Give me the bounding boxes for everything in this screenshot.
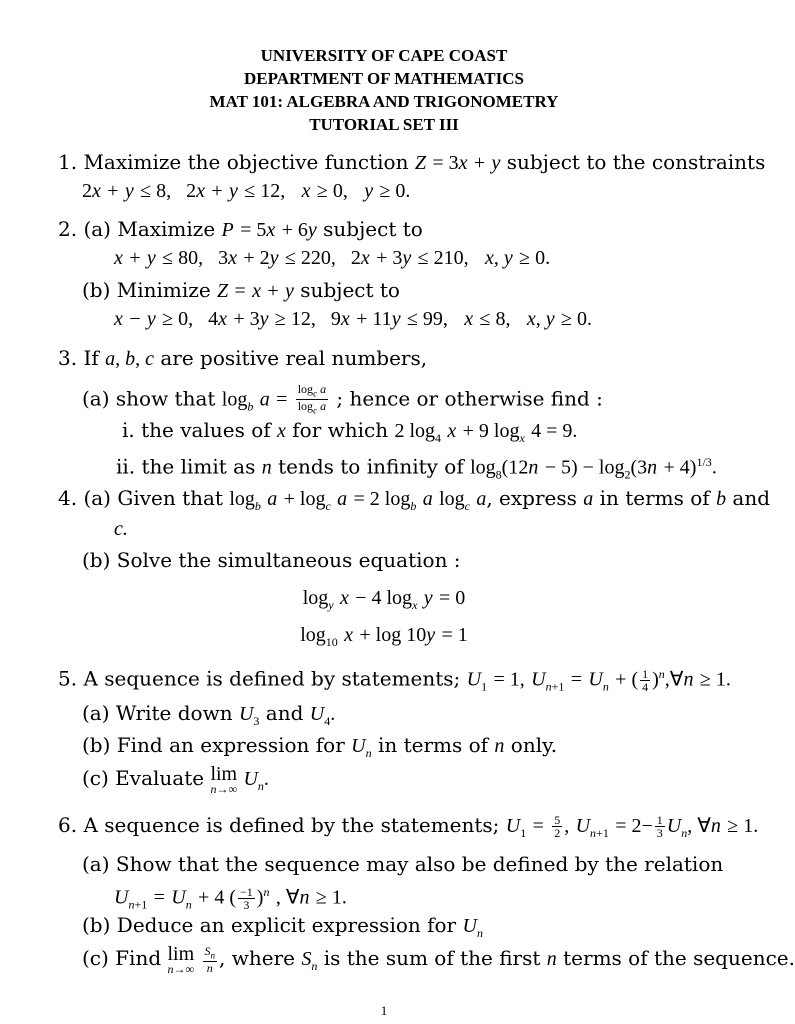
course-title: MAT 101: ALGEBRA AND TRIGONOMETRY xyxy=(209,92,559,111)
question-text: If xyxy=(83,346,99,370)
limit-operator: lim n→∞ xyxy=(167,943,195,976)
question-1: 1. Maximize the objective function Z = 3x + y subject to the constraints xyxy=(58,150,766,174)
subpart-text: for which xyxy=(292,418,389,442)
limit-operator: lim n→∞ xyxy=(210,763,238,796)
part-label: (c) xyxy=(82,946,109,970)
question-6: 6. A sequence is defined by the statements; $U_1$ = $\frac{5}{2}$ , $U_{n+1} = 2-$ $\frac{1}{3}$ $U_n$, ∀n ≥ 1. xyxy=(58,813,759,840)
part-label: (a) xyxy=(82,852,110,876)
part-label: (b) xyxy=(82,913,111,937)
part-text: Write down xyxy=(115,701,233,725)
part-label: (a) xyxy=(83,217,111,241)
question-4b xyxy=(82,546,461,574)
question-5c: (c) Evaluate lim n→∞ $U_n$. xyxy=(82,763,269,796)
question-3a: (a) show that $\log_b a$ = $\frac{\log_c a}{\log_c a}$ ; hence or otherwise find : xyxy=(82,382,603,416)
question-number: 6. xyxy=(58,813,78,837)
question-4a-cont: c. xyxy=(114,518,128,540)
subpart-label: i. xyxy=(122,418,135,442)
equation-2: $\log_{10} x + \log 10y = 1$ xyxy=(300,624,468,649)
part-text: Deduce an explicit expression for xyxy=(116,913,457,937)
part-text: and xyxy=(732,486,771,510)
part-text: Find xyxy=(115,946,162,970)
part-label: (a) xyxy=(83,486,111,510)
constraints: 2x + y ≤ 8, 2x + y ≤ 12, x ≥ 0, y ≥ 0. xyxy=(82,180,411,202)
question-text: are positive real numbers, xyxy=(160,346,428,370)
equation-1: $\log_y x - 4$ $\log_x y = 0$ xyxy=(302,587,466,612)
document-header xyxy=(0,44,768,136)
question-2a: 2. (a) Maximize P = 5x + 6y subject to xyxy=(58,217,423,241)
part-text: subject to xyxy=(300,278,400,302)
question-5a: (a) Write down $U_3$ and $U_4$. xyxy=(82,701,336,728)
part-text: Maximize xyxy=(117,217,216,241)
part-text: Minimize xyxy=(116,278,211,302)
part-label: (b) xyxy=(82,548,111,572)
question-text: A sequence is defined by statements; xyxy=(83,666,461,691)
question-4a: 4. (a) Given that $\log_b a + \log_c a = 2$ $\log_b a$ $\log_c a$, express a in terms of b and xyxy=(58,486,771,513)
subpart-text: the limit as xyxy=(141,454,256,479)
question-number: 5. xyxy=(58,666,78,691)
part-text: , express xyxy=(486,486,577,510)
question-6c: (c) Find lim n→∞ $\frac{S_n}{n}$ , where $S_n$ is the sum of the first n terms of the sequence. xyxy=(82,943,795,976)
question-number: 1. xyxy=(58,150,78,174)
question-3a-ii: ii. the limit as n tends to infinity of $\log_8(12n - 5) - \log_2(3n + 4)^{1/3}$. xyxy=(116,454,717,482)
part-text: Evaluate xyxy=(115,766,205,790)
subpart-text: tends to infinity of xyxy=(278,454,464,479)
department-name: DEPARTMENT OF MATHEMATICS xyxy=(244,69,524,88)
question-6b: (b) Deduce an explicit expression for $U_n$ xyxy=(82,913,483,940)
constraints: x − y ≥ 0, 4x + 3y ≥ 12, 9x + 11y ≤ 99, x ≤ 8, x, y ≥ 0. xyxy=(114,308,592,330)
question-5: 5. A sequence is defined by statements; $U_1 = 1$, $U_{n+1} = U_n$ + ( $\frac{1}{4}$ )$^n$,∀n ≥ 1. xyxy=(58,666,731,694)
question-number: 4. xyxy=(58,486,78,510)
question-5b: (b) Find an expression for $U_n$ in terms of n only. xyxy=(82,733,558,760)
question-number: 3. xyxy=(58,346,78,370)
part-text: terms of the sequence. xyxy=(563,946,795,970)
part-label: (b) xyxy=(82,278,111,302)
tutorial-title: TUTORIAL SET III xyxy=(309,115,459,134)
part-label: (a) xyxy=(82,386,110,411)
page-number: 1 xyxy=(380,1003,388,1018)
part-text: , where xyxy=(219,946,295,970)
part-text: subject to xyxy=(323,217,423,241)
university-name: UNIVERSITY OF CAPE COAST xyxy=(260,46,508,65)
question-3a-i: i. the values of x for which 2 $\log_4 x + 9$ $\log_x 4 = 9$. xyxy=(122,418,578,445)
part-text: show that xyxy=(115,386,216,411)
question-6a xyxy=(82,850,723,878)
part-text: in terms of xyxy=(377,733,489,757)
question-2b: (b) Minimize Z = x + y subject to xyxy=(82,278,400,302)
part-text: is the sum of the first xyxy=(323,946,541,970)
part-text: Find an expression for xyxy=(116,733,345,757)
question-text: subject to the constraints xyxy=(506,150,766,174)
question-text: Maximize the objective function xyxy=(83,150,409,174)
subpart-text: the values of xyxy=(141,418,271,442)
part-text: and xyxy=(265,701,304,725)
part-text: Solve the simultaneous equation : xyxy=(116,548,461,572)
part-text: in terms of xyxy=(599,486,710,510)
part-label: (c) xyxy=(82,766,109,790)
subpart-label: ii. xyxy=(116,454,136,479)
constraints: x + y ≤ 80, 3x + 2y ≤ 220, 2x + 3y ≤ 210, x, y ≥ 0. xyxy=(114,247,551,269)
relation: $U_{n+1} = U_n + 4$ ( $\frac{-1}{3}$ )$^n$ , ∀n ≥ 1. xyxy=(114,884,347,912)
question-number: 2. xyxy=(58,217,78,241)
question-3: 3. If a, b, c are positive real numbers, xyxy=(58,346,428,370)
part-text: ; hence or otherwise find : xyxy=(336,386,603,411)
part-text: Show that the sequence may also be defined by the relation xyxy=(115,852,724,876)
fraction: $\frac{\log_c a}{\log_c a}$ xyxy=(297,382,327,416)
part-label: (b) xyxy=(82,733,111,757)
question-text: A sequence is defined by the statements; xyxy=(83,813,500,837)
part-label: (a) xyxy=(82,701,110,725)
part-text: Given that xyxy=(117,486,223,510)
part-text: only. xyxy=(510,733,558,757)
